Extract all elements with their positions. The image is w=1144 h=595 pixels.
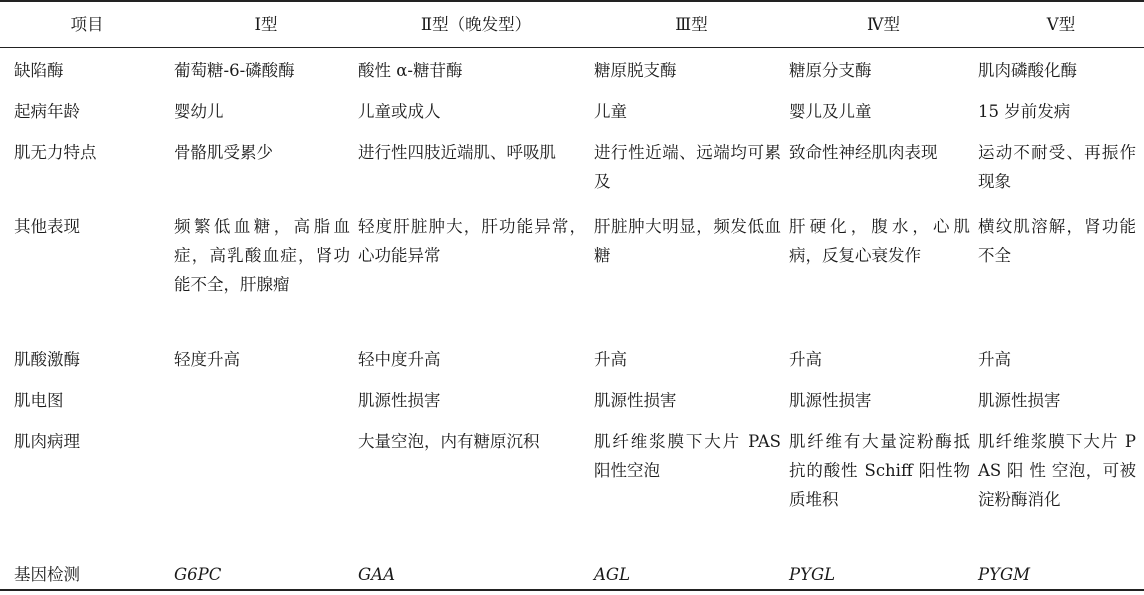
table-cell bbox=[174, 552, 358, 590]
table-cell bbox=[174, 89, 358, 130]
row-label bbox=[0, 419, 174, 552]
cell-text: 婴儿及儿童 bbox=[789, 102, 872, 121]
cell-text: 肌源性损害 bbox=[358, 391, 441, 410]
table-cell bbox=[358, 419, 594, 552]
table-row-gene-test bbox=[0, 552, 1144, 590]
table-cell bbox=[978, 419, 1144, 552]
table-cell bbox=[174, 419, 358, 552]
table-cell bbox=[594, 89, 789, 130]
table-cell bbox=[174, 48, 358, 90]
table-cell bbox=[789, 48, 978, 90]
header-type-4: Ⅳ型 bbox=[867, 15, 900, 34]
row-label bbox=[0, 204, 174, 337]
cell-text: 进行性近端、远端均可累及 bbox=[594, 143, 781, 191]
table-cell bbox=[978, 204, 1144, 337]
gene-name: G6PC bbox=[174, 565, 222, 584]
table-row-muscle-pathology bbox=[0, 419, 1144, 552]
row-label bbox=[0, 337, 174, 378]
cell-text: 骨骼肌受累少 bbox=[174, 143, 273, 162]
cell-text: 升高 bbox=[789, 350, 822, 369]
cell-text: 肌纤维浆膜下大片 PAS 阳性空泡 bbox=[594, 432, 781, 480]
cell-text: 儿童或成人 bbox=[358, 102, 441, 121]
row-label-text: 肌电图 bbox=[14, 391, 64, 410]
gene-name: AGL bbox=[594, 565, 631, 584]
cell-text: 升高 bbox=[978, 350, 1011, 369]
table-row-other-manifestations bbox=[0, 204, 1144, 337]
cell-text: 酸性 α-糖苷酶 bbox=[358, 61, 463, 80]
cell-text: 儿童 bbox=[594, 102, 627, 121]
table-cell bbox=[978, 48, 1144, 90]
row-label-text: 起病年龄 bbox=[14, 102, 80, 121]
table-cell bbox=[358, 204, 594, 337]
header-type-1: Ⅰ型 bbox=[254, 15, 278, 34]
table-cell bbox=[174, 204, 358, 337]
table-cell bbox=[789, 204, 978, 337]
table-cell bbox=[358, 48, 594, 90]
table-row-onset-age bbox=[0, 89, 1144, 130]
cell-text: 轻度升高 bbox=[174, 350, 240, 369]
gene-name: PYGL bbox=[789, 565, 836, 584]
cell-text: 糖原分支酶 bbox=[789, 61, 872, 80]
row-label bbox=[0, 89, 174, 130]
cell-text: 致命性神经肌肉表现 bbox=[789, 143, 938, 162]
header-item: 项目 bbox=[70, 15, 104, 34]
header-type-3: Ⅲ型 bbox=[675, 15, 708, 34]
table-cell bbox=[789, 130, 978, 204]
row-label bbox=[0, 130, 174, 204]
cell-text: 频繁低血糖，高脂血症，高乳酸血症，肾功能不全，肝腺瘤 bbox=[174, 217, 350, 294]
cell-text: 横纹肌溶解，肾功能不全 bbox=[978, 217, 1136, 265]
table-cell bbox=[978, 130, 1144, 204]
row-label-text: 肌肉病理 bbox=[14, 432, 80, 451]
row-label-text: 缺陷酶 bbox=[14, 61, 64, 80]
row-label-text: 肌无力特点 bbox=[14, 143, 97, 162]
gene-name: PYGM bbox=[978, 565, 1031, 584]
cell-text: 肝脏肿大明显，频发低血糖 bbox=[594, 217, 781, 265]
table-cell bbox=[978, 378, 1144, 419]
cell-text: 15 岁前发病 bbox=[978, 102, 1071, 121]
cell-text: 肌源性损害 bbox=[594, 391, 677, 410]
table-cell bbox=[978, 552, 1144, 590]
table-cell bbox=[358, 378, 594, 419]
cell-text: 肌肉磷酸化酶 bbox=[978, 61, 1077, 80]
table-cell bbox=[594, 337, 789, 378]
cell-text: 升高 bbox=[594, 350, 627, 369]
table-cell bbox=[594, 552, 789, 590]
row-label-text: 肌酸激酶 bbox=[14, 350, 80, 369]
table-row-emg bbox=[0, 378, 1144, 419]
cell-text: 肌源性损害 bbox=[978, 391, 1061, 410]
cell-text: 轻中度升高 bbox=[358, 350, 441, 369]
table-row-creatine-kinase bbox=[0, 337, 1144, 378]
cell-text: 运动不耐受、再振作现象 bbox=[978, 143, 1136, 191]
header-row bbox=[0, 1, 1144, 48]
row-label-text: 其他表现 bbox=[14, 217, 80, 236]
table-body bbox=[0, 48, 1144, 591]
gene-name: GAA bbox=[358, 565, 396, 584]
cell-text: 婴幼儿 bbox=[174, 102, 224, 121]
cell-text: 肝硬化，腹水，心肌病，反复心衰发作 bbox=[789, 217, 970, 265]
table-cell bbox=[789, 552, 978, 590]
row-label-text: 基因检测 bbox=[14, 565, 80, 584]
cell-text: 糖原脱支酶 bbox=[594, 61, 677, 80]
table-row-weakness bbox=[0, 130, 1144, 204]
table-cell bbox=[594, 204, 789, 337]
table-cell bbox=[358, 337, 594, 378]
table-cell bbox=[789, 337, 978, 378]
cell-text: 轻度肝脏肿大，肝功能异常，心功能异常 bbox=[358, 217, 586, 265]
table-cell bbox=[594, 48, 789, 90]
header-type-5: Ⅴ型 bbox=[1046, 15, 1076, 34]
table-cell bbox=[978, 89, 1144, 130]
cell-text: 葡萄糖-6-磷酸酶 bbox=[174, 61, 295, 80]
cell-text: 进行性四肢近端肌、呼吸肌 bbox=[358, 143, 556, 162]
row-label bbox=[0, 378, 174, 419]
table-cell bbox=[358, 552, 594, 590]
table-cell bbox=[358, 130, 594, 204]
table-cell bbox=[174, 378, 358, 419]
row-label bbox=[0, 48, 174, 90]
table-cell bbox=[594, 130, 789, 204]
table-row-defective-enzyme bbox=[0, 48, 1144, 90]
table-cell bbox=[594, 419, 789, 552]
table-cell bbox=[174, 130, 358, 204]
table-cell bbox=[594, 378, 789, 419]
table-cell bbox=[978, 337, 1144, 378]
table-cell bbox=[789, 378, 978, 419]
row-label bbox=[0, 552, 174, 590]
table-cell bbox=[358, 89, 594, 130]
table-header bbox=[0, 1, 1144, 48]
cell-text: 肌纤维浆膜下大片 PAS 阳 性 空泡，可被淀粉酶消化 bbox=[978, 432, 1136, 509]
table-cell bbox=[789, 89, 978, 130]
table-cell bbox=[174, 337, 358, 378]
cell-text: 大量空泡，内有糖原沉积 bbox=[358, 432, 540, 451]
header-type-2: Ⅱ型（晚发型） bbox=[420, 15, 532, 34]
cell-text: 肌源性损害 bbox=[789, 391, 872, 410]
cell-text: 肌纤维有大量淀粉酶抵抗的酸性 Schiff 阳性物质堆积 bbox=[789, 432, 970, 509]
table-cell bbox=[789, 419, 978, 552]
